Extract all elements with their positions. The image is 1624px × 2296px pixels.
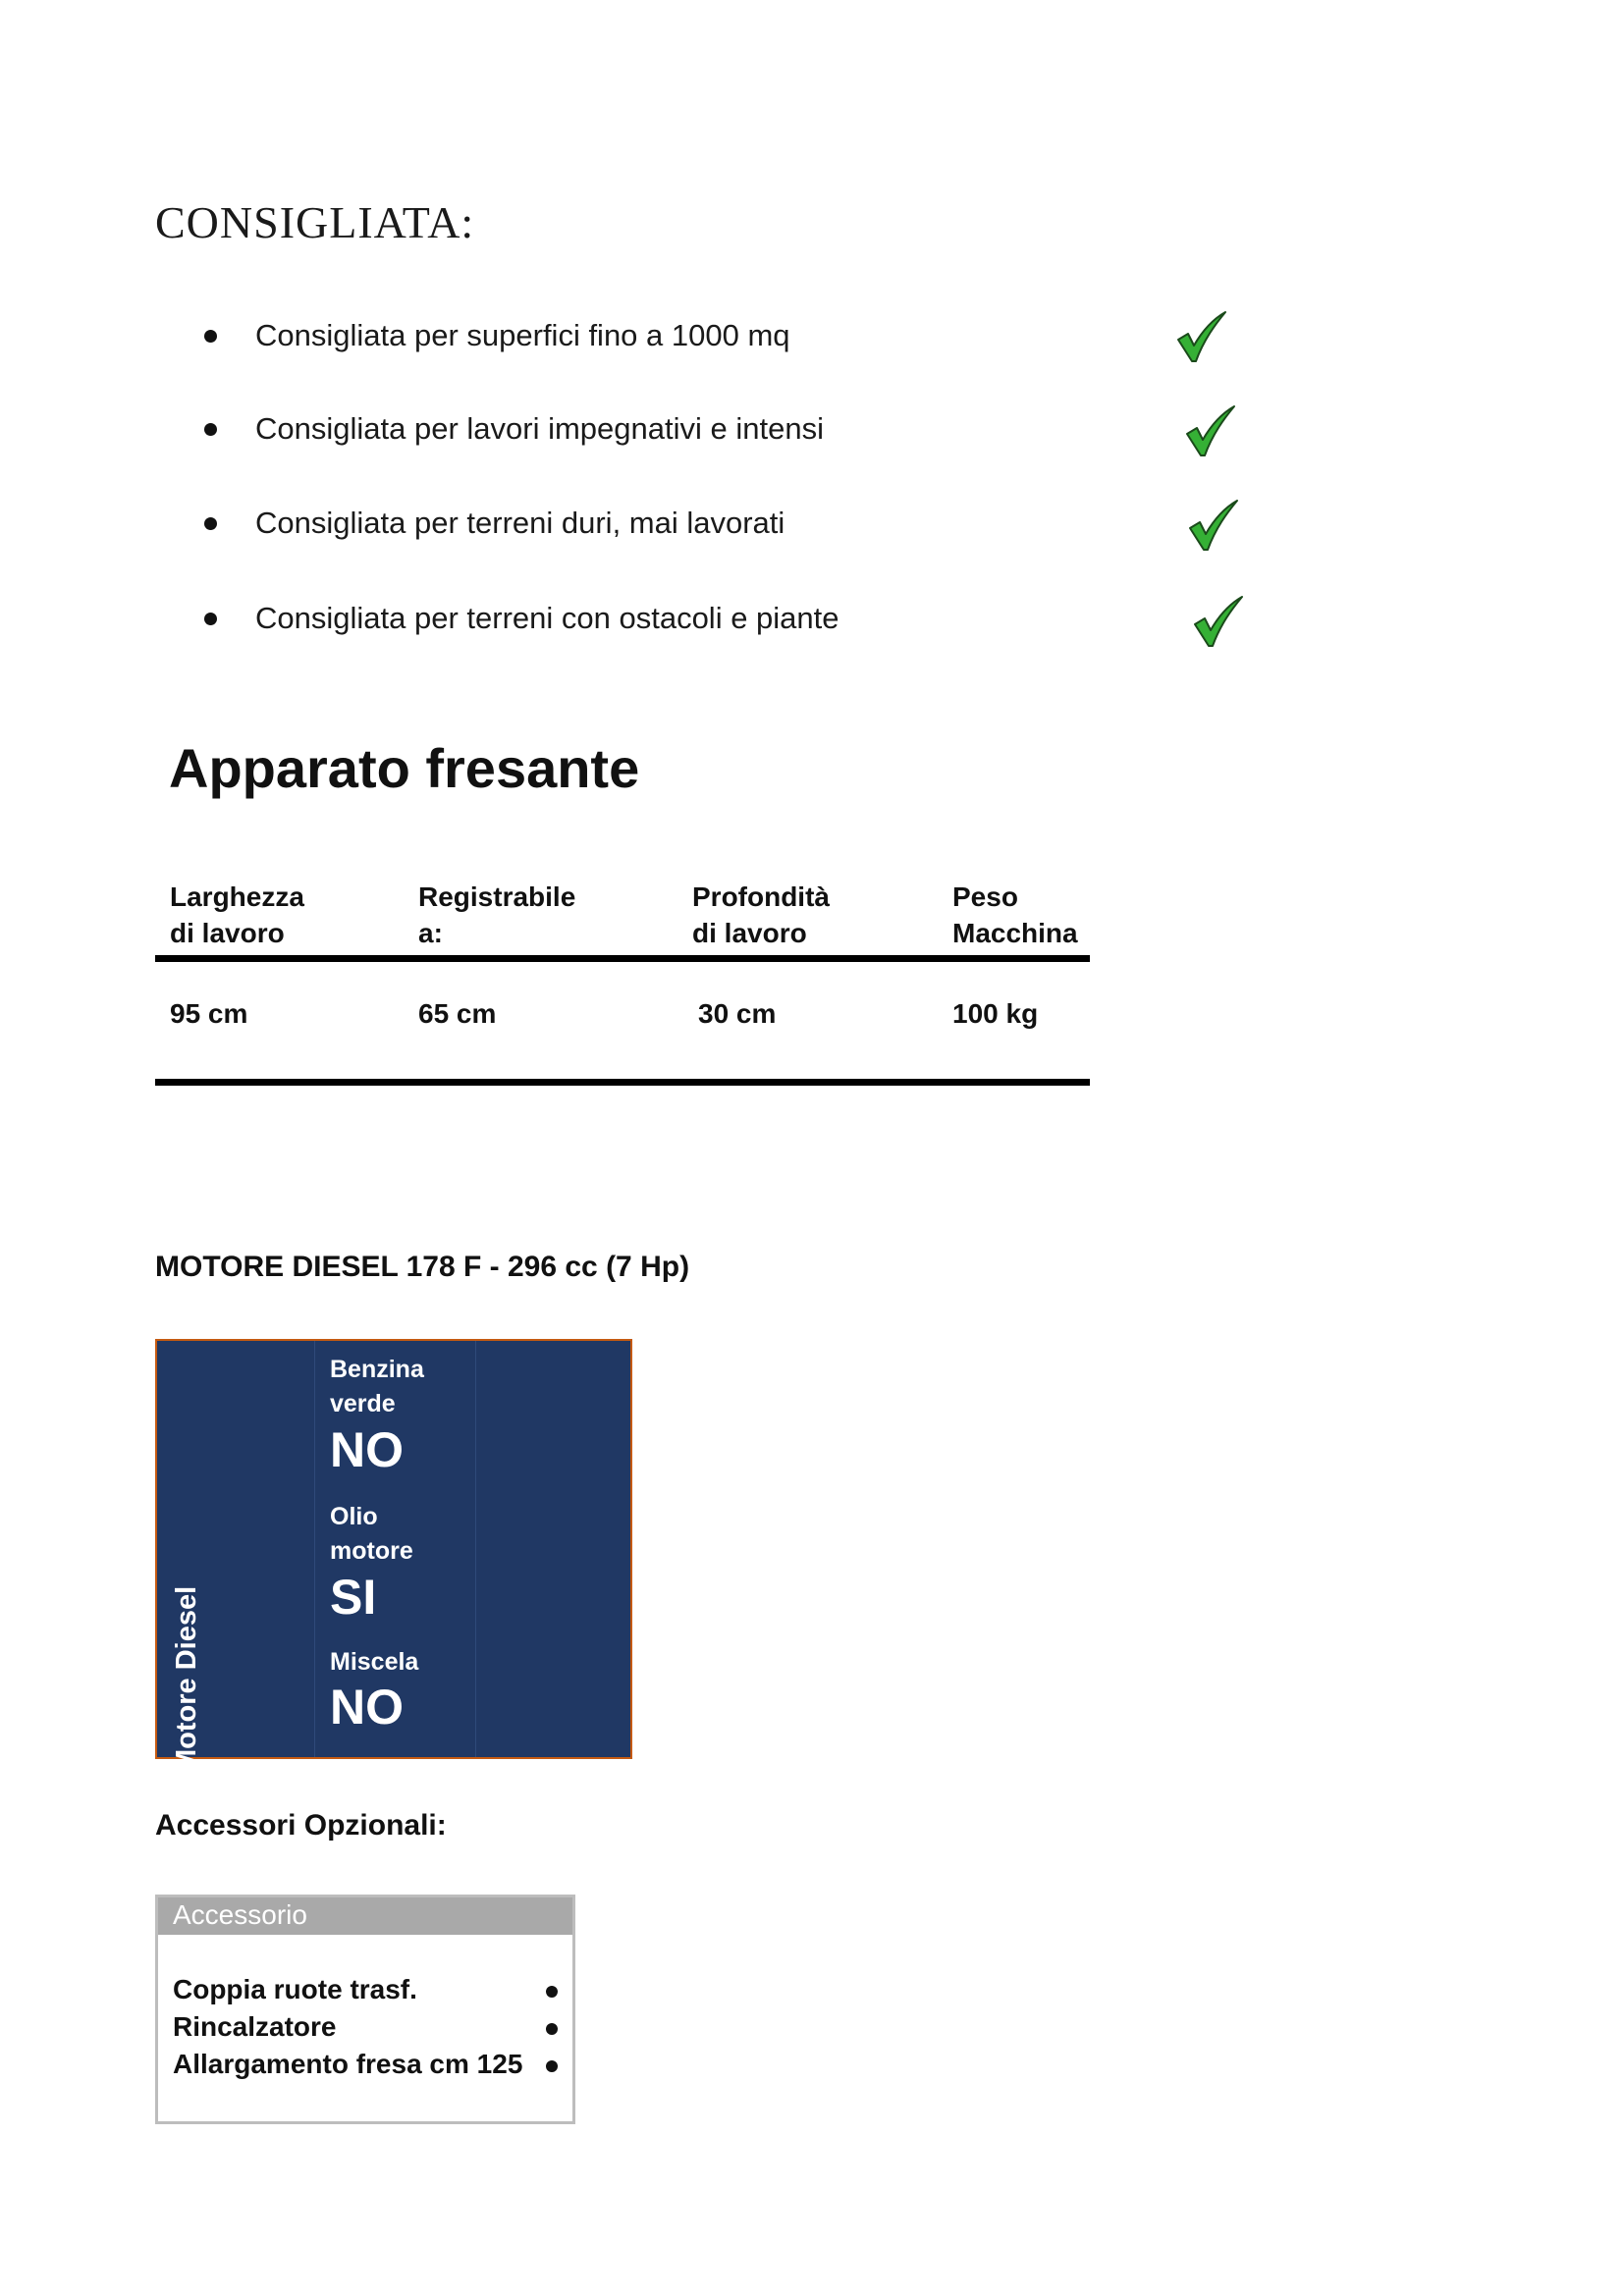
fuel-value: SI bbox=[330, 1570, 377, 1625]
header-line: di lavoro bbox=[170, 918, 285, 948]
bullet-icon bbox=[204, 423, 217, 436]
fuel-label-line: verde bbox=[330, 1390, 396, 1417]
list-item bbox=[204, 308, 1284, 367]
fuel-label-line: Olio bbox=[330, 1503, 378, 1530]
table-row bbox=[173, 2049, 558, 2086]
table-header bbox=[952, 879, 1078, 951]
recommendation-text: Consigliata per lavori impegnativi e intensi bbox=[255, 411, 824, 446]
table-cell: 65 cm bbox=[418, 998, 497, 1029]
fuel-info-box bbox=[155, 1339, 632, 1773]
recommendation-text: Consigliata per terreni con ostacoli e piante bbox=[255, 601, 839, 635]
header-label: Accessorio bbox=[173, 1899, 307, 1930]
header-line: Profondità bbox=[692, 881, 830, 912]
bullet-icon bbox=[204, 613, 217, 625]
check-icon bbox=[1183, 404, 1238, 459]
fuel-value: NO bbox=[330, 1680, 404, 1735]
consigliata-heading: CONSIGLIATA: bbox=[155, 197, 475, 247]
table-divider bbox=[155, 1079, 1090, 1086]
bullet-icon bbox=[546, 2023, 558, 2035]
header-line: di lavoro bbox=[692, 918, 807, 948]
check-icon bbox=[1186, 499, 1241, 554]
bullet-icon bbox=[546, 2060, 558, 2072]
table-header bbox=[170, 879, 304, 951]
fuel-label-line: Benzina bbox=[330, 1356, 424, 1383]
fuel-label bbox=[330, 1645, 418, 1680]
fuel-label-line: Miscela bbox=[330, 1648, 419, 1676]
accessory-name: Rincalzatore bbox=[173, 2011, 337, 2042]
table-cell: 100 kg bbox=[952, 998, 1039, 1029]
accessori-table bbox=[155, 1895, 575, 2124]
recommendation-text: Consigliata per superfici fino a 1000 mq bbox=[255, 318, 790, 352]
fuel-label bbox=[330, 1353, 424, 1421]
table-row bbox=[173, 2011, 558, 2049]
accessory-name: Allargamento fresa cm 125 bbox=[173, 2049, 523, 2079]
table-divider bbox=[155, 955, 1090, 962]
check-icon bbox=[1191, 595, 1246, 650]
table-cell: 30 cm bbox=[698, 998, 777, 1029]
header-line: Larghezza bbox=[170, 881, 304, 912]
table-row bbox=[173, 1974, 558, 2011]
bullet-icon bbox=[546, 1986, 558, 1998]
motore-heading: MOTORE DIESEL 178 F - 296 cc (7 Hp) bbox=[155, 1251, 690, 1283]
table-cell: 95 cm bbox=[170, 998, 248, 1029]
accessory-name: Coppia ruote trasf. bbox=[173, 1974, 417, 2004]
divider bbox=[314, 1341, 315, 1757]
fuel-value: NO bbox=[330, 1422, 404, 1477]
list-item bbox=[204, 591, 1284, 650]
bullet-icon bbox=[204, 330, 217, 343]
header-line: Peso bbox=[952, 881, 1018, 912]
header-line: Registrabile bbox=[418, 881, 576, 912]
table-header bbox=[692, 879, 830, 951]
table-header bbox=[158, 1897, 572, 1935]
header-line: Macchina bbox=[952, 918, 1078, 948]
list-item bbox=[204, 496, 1284, 555]
check-icon bbox=[1174, 310, 1229, 365]
apparato-heading: Apparato fresante bbox=[169, 737, 640, 799]
divider bbox=[475, 1341, 476, 1757]
fuel-label bbox=[330, 1500, 413, 1569]
recommendation-text: Consigliata per terreni duri, mai lavorati bbox=[255, 506, 785, 540]
header-line: a: bbox=[418, 918, 443, 948]
bullet-icon bbox=[204, 517, 217, 530]
accessori-heading: Accessori Opzionali: bbox=[155, 1809, 447, 1842]
vertical-label: Motore Diesel bbox=[171, 1585, 202, 1773]
table-header bbox=[418, 879, 575, 951]
fuel-label-line: motore bbox=[330, 1537, 413, 1565]
list-item bbox=[204, 401, 1284, 460]
